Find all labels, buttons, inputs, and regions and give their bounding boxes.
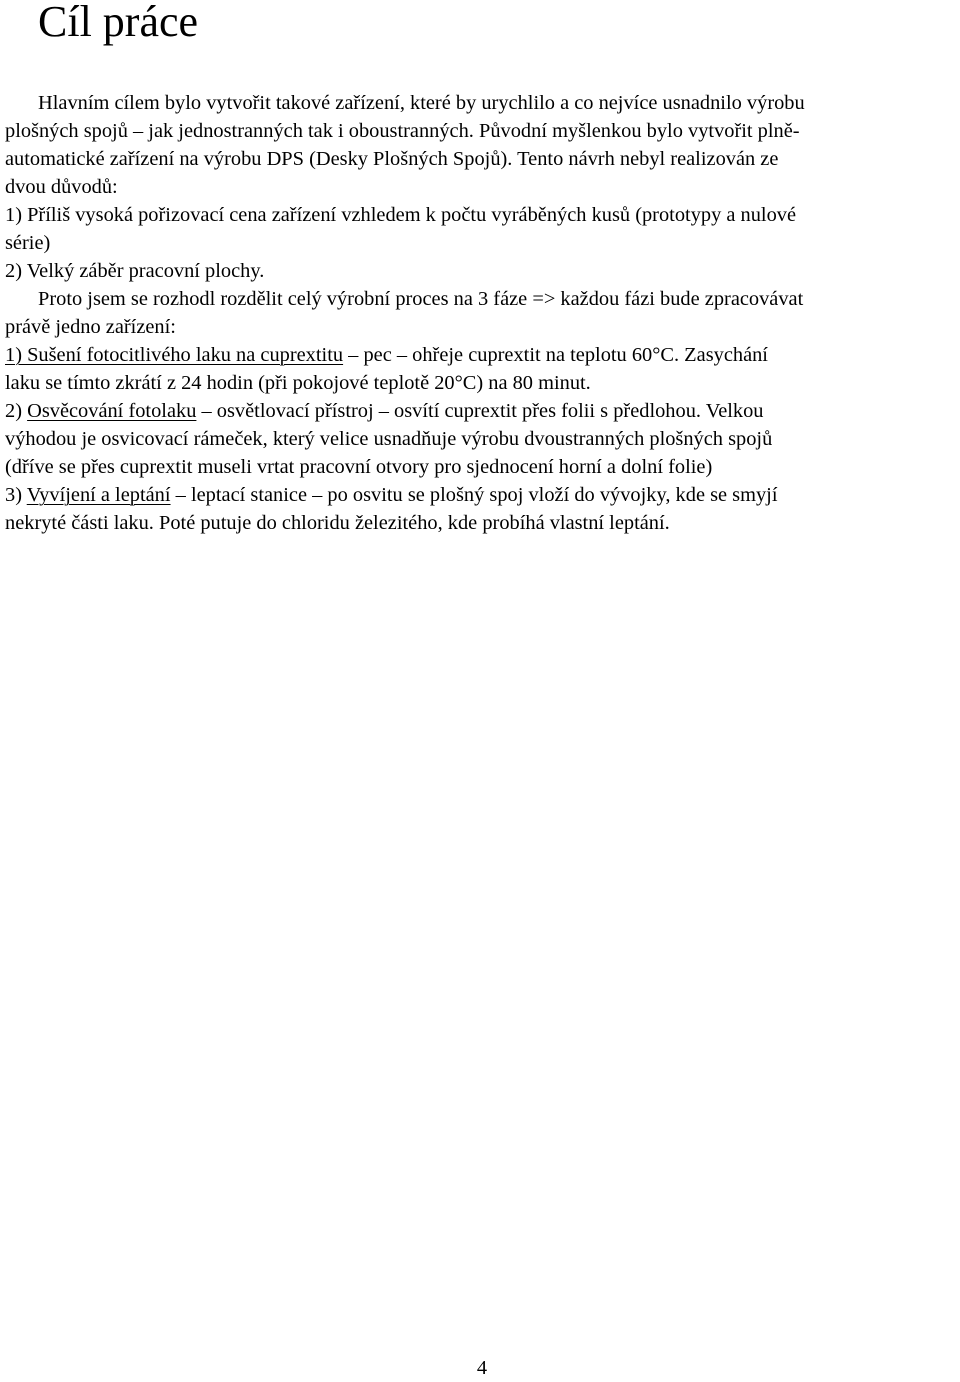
list-item-reason-1: 1) Příliš vysoká pořizovací cena zařízení vzhledem k počtu vyráběných kusů (prototypy a nulové xyxy=(5,204,797,226)
phase-3-title: Vyvíjení a leptání xyxy=(26,484,171,506)
phase-2-desc: – osvětlovací přístroj – osvítí cuprextit přes folii s předlohou. Velkou xyxy=(196,400,764,422)
list-item-reason-2: 2) Velký záběr pracovní plochy. xyxy=(5,260,265,282)
list-item-reason-1-cont: série) xyxy=(5,232,51,254)
phase-2-title: Osvěcování fotolaku xyxy=(27,400,197,422)
phase-2-number: 2) xyxy=(5,400,28,422)
paragraph-line: Proto jsem se rozhodl rozdělit celý výrobní proces na 3 fáze => každou fázi bude zpracovávat xyxy=(38,288,804,310)
phase-3-desc-cont: nekryté části laku. Poté putuje do chloridu železitého, kde probíhá vlastní leptání. xyxy=(5,512,670,534)
document-body xyxy=(5,89,960,537)
phase-2-desc-cont: (dříve se přes cuprextit museli vrtat pracovní otvory pro sjednocení horní a dolní folie) xyxy=(5,456,713,478)
paragraph-line: automatické zařízení na výrobu DPS (Desky Plošných Spojů). Tento návrh nebyl realizován ze xyxy=(5,148,779,170)
paragraph-line: dvou důvodů: xyxy=(5,176,118,198)
phase-2-line xyxy=(5,397,960,425)
phase-3-desc: – leptací stanice – po osvitu se plošný spoj vloží do vývojky, kde se smyjí xyxy=(170,484,778,506)
phase-1-desc-cont: laku se tímto zkrátí z 24 hodin (při pokojové teplotě 20°C) na 80 minut. xyxy=(5,372,591,394)
phase-1-title: 1) Sušení fotocitlivého laku na cuprextitu xyxy=(5,344,344,366)
phase-3-number: 3) xyxy=(5,484,27,506)
phase-3-line xyxy=(5,481,960,509)
phase-1-desc: – pec – ohřeje cuprextit na teplotu 60°C. Zasychání xyxy=(343,344,768,366)
paragraph-line: plošných spojů – jak jednostranných tak i oboustranných. Původní myšlenkou bylo vytvořit plně- xyxy=(5,120,800,142)
phase-1-line xyxy=(5,341,960,369)
paragraph-line: Hlavním cílem bylo vytvořit takové zařízení, které by urychlilo a co nejvíce usnadnilo výrobu xyxy=(38,92,805,114)
page-title: Cíl práce xyxy=(38,0,199,46)
phase-2-desc-cont: výhodou je osvicovací rámeček, který velice usnadňuje výrobu dvoustranných plošných spojů xyxy=(5,428,773,450)
paragraph-line: právě jedno zařízení: xyxy=(5,316,176,338)
page-number: 4 xyxy=(476,1357,488,1379)
